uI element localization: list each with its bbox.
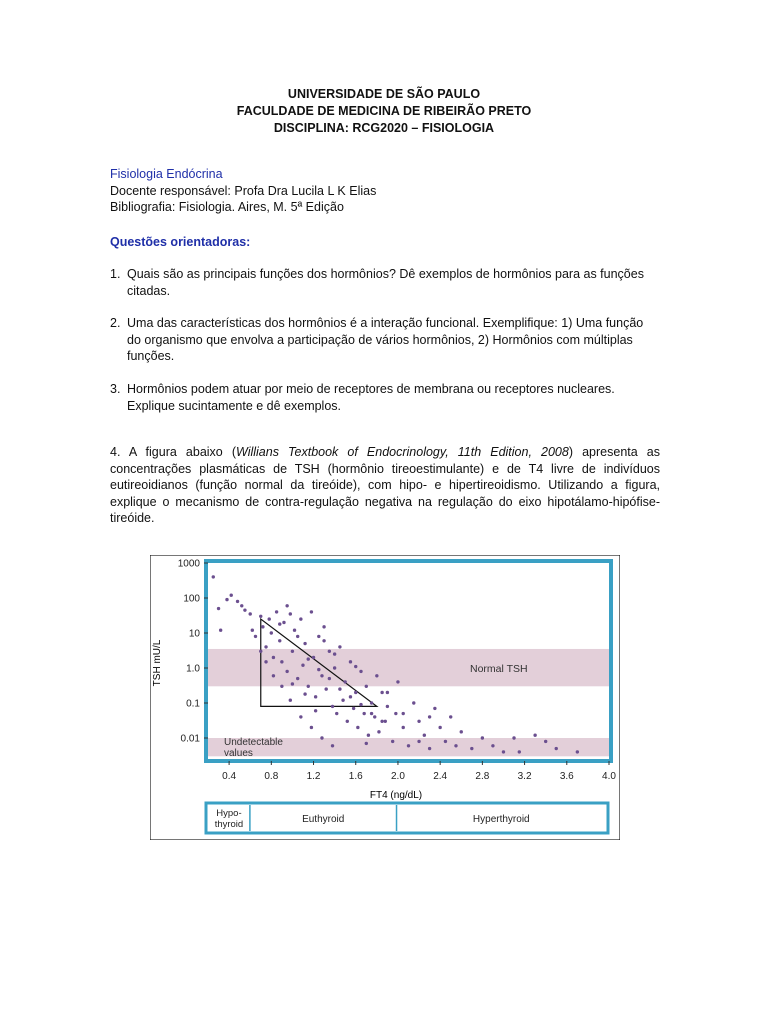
data-point — [394, 712, 397, 715]
data-point — [280, 685, 283, 688]
data-point — [299, 715, 302, 718]
data-point — [270, 631, 273, 634]
classification-label-hyperthyroid: Hyperthyroid — [472, 814, 530, 825]
data-point — [423, 734, 426, 737]
data-point — [282, 621, 285, 624]
data-point — [449, 715, 452, 718]
data-point — [301, 664, 304, 667]
question-4 — [110, 444, 660, 527]
data-point — [402, 712, 405, 715]
question-text: Uma das características dos hormônios é a interação funcional. Exemplifique: 1) Uma função do organismo que envolva a participação de vários hormônios, 2) Hormônios com múltiplas funções. — [127, 316, 644, 363]
data-point — [259, 615, 262, 618]
data-point — [386, 705, 389, 708]
data-point — [438, 726, 441, 729]
data-point — [307, 685, 310, 688]
data-point — [268, 617, 271, 620]
data-point — [243, 608, 246, 611]
data-point — [354, 665, 357, 668]
data-point — [349, 695, 352, 698]
data-point — [296, 635, 299, 638]
data-point — [470, 747, 473, 750]
data-point — [354, 691, 357, 694]
x-tick-label: 0.4 — [222, 771, 237, 782]
data-point — [278, 639, 281, 642]
data-point — [322, 625, 325, 628]
data-point — [310, 726, 313, 729]
data-point — [349, 660, 352, 663]
data-point — [331, 744, 334, 747]
data-point — [251, 629, 254, 632]
data-point — [370, 701, 373, 704]
classification-label-hypothyroid-2: thyroid — [214, 819, 244, 830]
data-point — [518, 750, 521, 753]
data-point — [303, 692, 306, 695]
data-point — [322, 639, 325, 642]
data-point — [280, 660, 283, 663]
tsh-ft4-figure — [150, 555, 620, 840]
data-point — [328, 650, 331, 653]
data-point — [384, 720, 387, 723]
data-point — [343, 680, 346, 683]
data-point — [312, 656, 315, 659]
data-point — [291, 682, 294, 685]
data-point — [291, 650, 294, 653]
data-point — [261, 625, 264, 628]
x-axis-title: FT4 (ng/dL) — [369, 790, 423, 801]
discipline-name: DISCIPLINA: RCG2020 – FISIOLOGIA — [273, 121, 495, 135]
data-point — [370, 712, 373, 715]
data-point — [219, 629, 222, 632]
band-label-undetectable-2: values — [224, 747, 253, 759]
data-point — [303, 642, 306, 645]
data-point — [341, 699, 344, 702]
data-point — [259, 650, 262, 653]
data-point — [346, 720, 349, 723]
data-point — [272, 674, 275, 677]
data-point — [359, 670, 362, 673]
data-point — [338, 645, 341, 648]
data-point — [331, 705, 334, 708]
x-tick-label: 4.0 — [602, 771, 616, 782]
x-tick-label: 1.6 — [348, 771, 363, 782]
x-tick-label: 2.8 — [475, 771, 490, 782]
x-tick-label: 3.2 — [517, 771, 532, 782]
question-4-prefix: 4. A figura abaixo ( — [110, 445, 236, 459]
data-point — [212, 575, 215, 578]
x-tick-label: 2.0 — [390, 771, 405, 782]
data-point — [225, 598, 228, 601]
data-point — [352, 707, 355, 710]
data-point — [428, 747, 431, 750]
data-point — [365, 742, 368, 745]
question-text: Hormônios podem atuar por meio de receptores de membrana ou receptores nucleares. Explique sucintamente e dê exemplos. — [127, 382, 615, 413]
faculty-name: FACULDADE DE MEDICINA DE RIBEIRÃO PRETO — [236, 104, 532, 118]
data-point — [272, 656, 275, 659]
question-number: 3. — [110, 382, 121, 396]
data-point — [324, 687, 327, 690]
data-point — [412, 701, 415, 704]
data-point — [481, 736, 484, 739]
data-point — [380, 691, 383, 694]
y-tick-label: 1000 — [177, 558, 200, 570]
course-info — [110, 166, 660, 216]
data-point — [333, 666, 336, 669]
x-tick-label: 0.8 — [264, 771, 279, 782]
data-point — [285, 670, 288, 673]
course-title: Fisiologia Endócrina — [110, 167, 223, 181]
data-point — [314, 709, 317, 712]
data-point — [264, 660, 267, 663]
question-4-citation: Willians Textbook of Endocrinology, 11th Edition, 2008 — [236, 445, 569, 459]
data-point — [249, 612, 252, 615]
data-point — [285, 604, 288, 607]
data-point — [240, 604, 243, 607]
data-point — [230, 594, 233, 597]
question-4-text: ) apresenta as concentrações plasmáticas de TSH (hormônio tireoestimulante) e de T4 livre de indivíduos eutireoidianos (função normal da tireóide), com hipo- e hipertireoidismo. Utilizando a figura, explique o mecanismo de contra-regulação negativa na regulação do eixo hipotálamo-hipófise-tireóide. — [110, 445, 660, 525]
data-point — [375, 674, 378, 677]
data-point — [417, 720, 420, 723]
course-teacher: Docente responsável: Profa Dra Lucila L K Elias — [110, 183, 377, 198]
question-text: Quais são as principais funções dos hormônios? Dê exemplos de hormônios para as funções citadas. — [127, 267, 644, 298]
band-normal-tsh — [208, 649, 609, 686]
data-point — [402, 726, 405, 729]
y-tick-label: 0.1 — [186, 698, 200, 710]
x-tick-label: 2.4 — [433, 771, 448, 782]
data-point — [289, 699, 292, 702]
data-point — [328, 677, 331, 680]
data-point — [299, 617, 302, 620]
data-point — [296, 677, 299, 680]
data-point — [386, 691, 389, 694]
data-point — [275, 610, 278, 613]
data-point — [433, 707, 436, 710]
y-axis-title: TSH mU/L — [152, 639, 163, 687]
course-bibliography: Bibliografia: Fisiologia. Aires, M. 5ª Edição — [110, 200, 344, 214]
document-header — [0, 86, 768, 137]
data-point — [417, 740, 420, 743]
data-point — [335, 712, 338, 715]
data-point — [217, 607, 220, 610]
data-point — [460, 730, 463, 733]
data-point — [356, 726, 359, 729]
x-tick-label: 1.2 — [306, 771, 321, 782]
y-tick-label: 10 — [188, 628, 200, 640]
data-point — [454, 744, 457, 747]
data-point — [314, 695, 317, 698]
y-tick-label: 100 — [183, 593, 200, 605]
university-name: UNIVERSIDADE DE SÃO PAULO — [287, 87, 481, 101]
data-point — [264, 645, 267, 648]
tsh-ft4-chart — [150, 555, 620, 840]
data-point — [407, 744, 410, 747]
question-number: 1. — [110, 267, 121, 281]
question-1 — [110, 266, 660, 299]
questions-heading: Questões orientadoras: — [110, 235, 251, 249]
data-point — [236, 600, 239, 603]
data-point — [317, 668, 320, 671]
data-point — [320, 736, 323, 739]
classification-label-hypothyroid: Hypo- — [216, 808, 242, 819]
data-point — [310, 610, 313, 613]
data-point — [428, 715, 431, 718]
question-3 — [110, 381, 660, 414]
question-2 — [110, 315, 660, 365]
data-point — [293, 629, 296, 632]
data-point — [338, 687, 341, 690]
band-label-normal-tsh: Normal TSH — [470, 663, 528, 675]
data-point — [377, 730, 380, 733]
classification-label-euthyroid: Euthyroid — [302, 814, 345, 825]
data-point — [544, 740, 547, 743]
data-point — [333, 652, 336, 655]
data-point — [320, 674, 323, 677]
data-point — [373, 715, 376, 718]
data-point — [555, 747, 558, 750]
data-point — [391, 740, 394, 743]
data-point — [365, 685, 368, 688]
data-point — [317, 635, 320, 638]
x-tick-label: 3.6 — [559, 771, 574, 782]
data-point — [289, 612, 292, 615]
data-point — [576, 750, 579, 753]
data-point — [380, 720, 383, 723]
data-point — [491, 744, 494, 747]
data-point — [307, 657, 310, 660]
data-point — [254, 635, 257, 638]
classification-bar — [206, 803, 608, 833]
data-point — [502, 750, 505, 753]
data-point — [367, 734, 370, 737]
data-point — [444, 740, 447, 743]
data-point — [278, 622, 281, 625]
data-point — [512, 736, 515, 739]
data-point — [359, 703, 362, 706]
question-number: 2. — [110, 316, 121, 330]
y-tick-label: 0.01 — [180, 733, 200, 745]
data-point — [362, 712, 365, 715]
y-tick-label: 1.0 — [186, 663, 200, 675]
data-point — [396, 680, 399, 683]
data-point — [533, 734, 536, 737]
band-label-undetectable: Undetectable — [224, 736, 283, 748]
